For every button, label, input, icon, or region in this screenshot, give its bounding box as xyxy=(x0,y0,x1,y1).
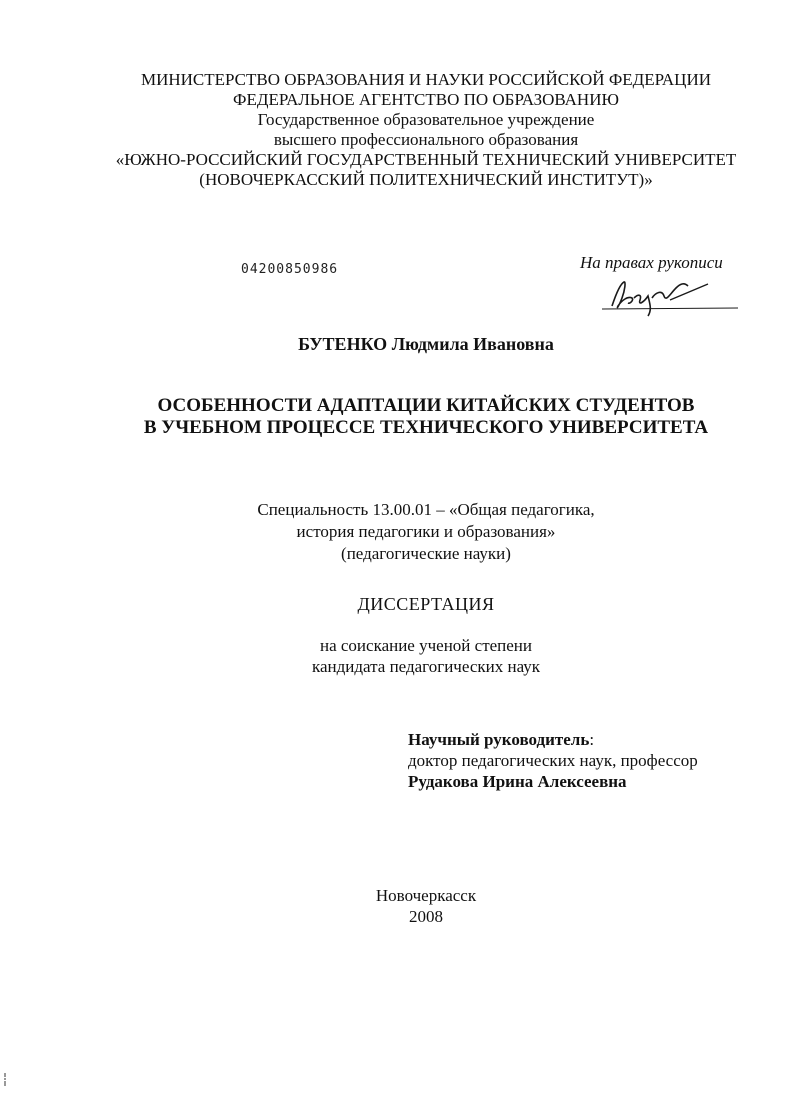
institution-header xyxy=(0,70,792,190)
supervisor-label: Научный руководитель xyxy=(408,730,590,749)
header-institution-type: Государственное образовательное учреждение xyxy=(257,110,595,129)
specialty-line-3: (педагогические науки) xyxy=(341,544,511,563)
header-institute-name: (НОВОЧЕРКАССКИЙ ПОЛИТЕХНИЧЕСКИЙ ИНСТИТУТ)» xyxy=(199,170,653,189)
scan-margin-mark xyxy=(2,1072,8,1088)
author-given-names: Людмила Ивановна xyxy=(391,334,554,354)
specialty-line-1: Специальность 13.00.01 – «Общая педагогика, xyxy=(257,500,595,519)
header-education-level: высшего профессионального образования xyxy=(273,130,579,149)
place-and-year xyxy=(0,885,792,927)
city-name: Новочеркасск xyxy=(375,886,477,905)
header-agency: ФЕДЕРАЛЬНОЕ АГЕНТСТВО ПО ОБРАЗОВАНИЮ xyxy=(233,90,619,109)
supervisor-name: Рудакова Ирина Алексеевна xyxy=(408,772,627,791)
supervisor-label-colon: : xyxy=(589,730,595,749)
manuscript-note: На правах рукописи xyxy=(580,253,723,272)
supervisor-credentials: доктор педагогических наук, профессор xyxy=(408,751,698,770)
degree-line-2: кандидата педагогических наук xyxy=(311,657,541,676)
year: 2008 xyxy=(409,907,443,926)
header-ministry: МИНИСТЕРСТВО ОБРАЗОВАНИЯ И НАУКИ РОССИЙСКОЙ ФЕДЕРАЦИИ xyxy=(140,70,712,89)
degree-line-1: на соискание ученой степени xyxy=(319,636,533,655)
specialty-line-2: история педагогики и образования» xyxy=(296,522,556,541)
author-surname: БУТЕНКО xyxy=(298,334,388,354)
document-type: ДИССЕРТАЦИЯ xyxy=(357,594,495,614)
title-line-2: В УЧЕБНОМ ПРОЦЕССЕ ТЕХНИЧЕСКОГО УНИВЕРСИТЕТА xyxy=(143,417,709,438)
supervisor-block xyxy=(408,729,698,792)
header-university-name: «ЮЖНО-РОССИЙСКИЙ ГОСУДАРСТВЕННЫЙ ТЕХНИЧЕСКИЙ УНИВЕРСИТЕТ xyxy=(115,150,737,169)
catalog-number: 04200850986 xyxy=(241,262,339,277)
title-line-1: ОСОБЕННОСТИ АДАПТАЦИИ КИТАЙСКИХ СТУДЕНТОВ xyxy=(157,395,695,416)
specialty-block xyxy=(0,499,792,565)
handwritten-signature xyxy=(598,276,743,318)
supervisor-label-line xyxy=(408,729,698,750)
dissertation-title xyxy=(0,395,792,439)
author-name xyxy=(0,334,792,355)
degree-block xyxy=(0,635,792,677)
